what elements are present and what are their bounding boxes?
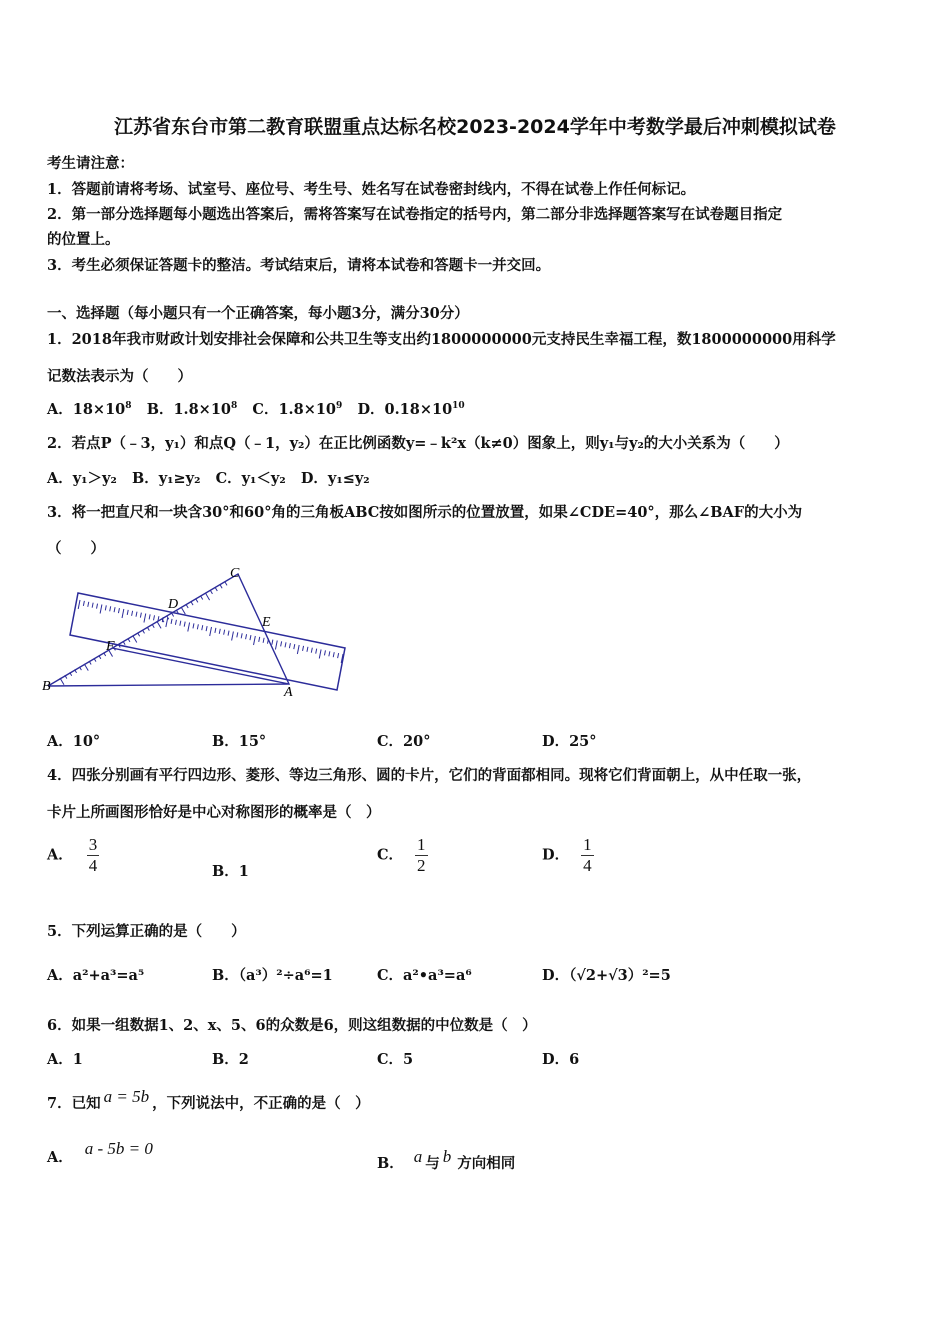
- ruler-tick: [184, 622, 185, 627]
- triangle-tick: [181, 607, 185, 614]
- triangle-tick: [210, 590, 212, 593]
- q3-option-b[interactable]: B．15°: [212, 733, 267, 750]
- ruler-tick: [180, 621, 181, 626]
- q5-option-d[interactable]: D．（√2+√3）²=5: [542, 967, 671, 984]
- q7-stem: 7．已知 a = 5b ，下列说法中，不正确的是（ ）: [47, 1087, 370, 1112]
- ruler-tick: [281, 641, 282, 646]
- q4-stem-line2: 卡片上所画图形恰好是中心对称图形的概率是（ ）: [47, 804, 381, 821]
- ruler-tick: [114, 607, 115, 612]
- fraction-1-2: $\frac{1}{2}$: [417, 835, 426, 875]
- ruler-tick: [92, 603, 93, 608]
- q4-option-c[interactable]: C． $\frac{1}{2}$: [377, 835, 426, 875]
- ruler-tick: [149, 614, 150, 619]
- ruler-tick: [175, 620, 176, 625]
- ruler-tick: [294, 644, 295, 649]
- segment-fa: [112, 648, 289, 684]
- triangle-tick: [133, 636, 137, 643]
- section-heading: 一、选择题（每小题只有一个正确答案，每小题3分，满分30分）: [47, 305, 469, 322]
- ruler-tick: [303, 646, 304, 651]
- q1-option-b[interactable]: B．$1.8\times 10^8$: [146, 401, 238, 418]
- q6-option-d[interactable]: D．6: [542, 1051, 580, 1068]
- q6-option-a[interactable]: A．1: [47, 1051, 83, 1068]
- q2-option-a[interactable]: A．y₁＞y₂: [47, 470, 117, 487]
- q1-options: [47, 398, 465, 419]
- triangle-tick: [206, 593, 210, 600]
- label-b: B: [42, 679, 51, 694]
- notice-item-2: 2．第一部分选择题每小题选出答案后，需将答案写在试卷指定的括号内，第二部分非选择题答案写在试卷题目指定: [47, 206, 783, 223]
- notice-heading: 考生请注意：: [47, 155, 134, 172]
- q6-option-c[interactable]: C．5: [377, 1051, 414, 1068]
- q2-option-d[interactable]: D．y₁≤y₂: [300, 470, 370, 487]
- ruler-tick: [83, 601, 84, 606]
- q7-math-a-minus-5b: a - 5b = 0: [84, 1139, 153, 1158]
- ruler-tick: [118, 608, 119, 613]
- ruler-tick: [202, 625, 203, 630]
- ruler-tick: [197, 624, 198, 629]
- notice-item-3: 3．考生必须保证答题卡的整洁。考试结束后，请将本试卷和答题卡一并交回。: [47, 257, 551, 274]
- ruler-tick: [275, 641, 277, 650]
- ruler-tick: [206, 626, 207, 631]
- ruler-tick: [316, 649, 317, 654]
- triangle-tick: [201, 596, 203, 599]
- ruler-tick: [132, 611, 133, 616]
- ruler-tick: [100, 605, 102, 614]
- q3-stem-line2: （ ）: [47, 540, 105, 557]
- q1-option-a[interactable]: A．$18\times 10^8$: [47, 401, 132, 418]
- q1-stem-line2: 记数法表示为（ ）: [47, 368, 192, 385]
- q6-stem: 6．如果一组数据1、2、x、5、6的众数是6，则这组数据的中位数是（ ）: [47, 1017, 537, 1034]
- ruler-tick: [272, 640, 273, 645]
- ruler-tick: [285, 642, 286, 647]
- q7-math-a-eq-5b: a = 5b: [103, 1087, 150, 1106]
- q6-option-b[interactable]: B．2: [212, 1051, 249, 1068]
- ruler-tick: [193, 623, 194, 628]
- ruler-tick: [110, 606, 111, 611]
- ruler-tick: [324, 650, 325, 655]
- triangle-tick: [157, 622, 161, 629]
- notice-item-1: 1．答题前请将考场、试室号、座位号、考生号、姓名写在试卷密封线内，不得在试卷上作任何标记。: [47, 181, 696, 198]
- ruler-tick: [224, 630, 225, 635]
- label-e: E: [262, 615, 271, 630]
- q1-stem-line1: 1．2018年我市财政计划安排社会保障和公共卫生等支出约1800000000元支持民生幸福工程，数1800000000用科学: [47, 331, 836, 348]
- fraction-3-4: $\frac{3}{4}$: [88, 835, 98, 875]
- ruler-tick: [254, 636, 256, 645]
- ruler-tick: [188, 623, 190, 632]
- q3-figure: [40, 562, 360, 702]
- ruler-tick: [241, 633, 242, 638]
- triangle-abc: [48, 574, 289, 686]
- q1-option-c[interactable]: C．$1.8\times 10^9$: [252, 401, 343, 418]
- ruler-tick: [338, 653, 339, 658]
- q3-option-c[interactable]: C．20°: [377, 733, 431, 750]
- ruler-tick: [171, 619, 172, 624]
- label-f: F: [106, 639, 115, 654]
- ruler-tick: [97, 604, 98, 609]
- q5-option-c[interactable]: C．a²•a³=a⁶: [377, 967, 472, 984]
- q2-option-b[interactable]: B．y₁≥y₂: [131, 470, 201, 487]
- q3-stem-line1: 3．将一把直尺和一块含30°和60°角的三角板ABC按如图所示的位置放置，如果∠CDE=40°，那么∠BAF的大小为: [47, 504, 803, 521]
- ruler-tick: [259, 637, 260, 642]
- ruler-tick: [219, 629, 220, 634]
- ruler-tick: [289, 643, 290, 648]
- q7-option-a[interactable]: A． a - 5b = 0: [47, 1139, 153, 1166]
- ruler-tick: [246, 634, 247, 639]
- q4-option-b[interactable]: B．1: [212, 863, 249, 880]
- fraction-1-4: $\frac{1}{4}$: [583, 835, 592, 875]
- ruler-tick: [250, 635, 251, 640]
- ruler-tick: [215, 628, 216, 633]
- q2-stem: 2．若点P（﹣3，y₁）和点Q（﹣1，y₂）在正比例函数y=﹣k²x（k≠0）图象上，则y₁与y₂的大小关系为（ ）: [47, 435, 789, 452]
- notice-item-2-cont: 的位置上。: [47, 231, 120, 248]
- triangle-tick: [225, 582, 227, 585]
- triangle-tick: [220, 585, 222, 588]
- ruler-tick: [88, 602, 89, 607]
- ruler-tick: [333, 652, 334, 657]
- ruler-tick: [232, 632, 234, 641]
- label-c: C: [230, 566, 240, 581]
- q4-stem-line1: 4．四张分别画有平行四边形、菱形、等边三角形、圆的卡片，它们的背面都相同。现将它们背面朝上，从中任取一张，: [47, 767, 812, 784]
- q3-option-d[interactable]: D．25°: [542, 733, 597, 750]
- q5-stem: 5．下列运算正确的是（ ）: [47, 923, 246, 940]
- label-d: D: [168, 597, 179, 612]
- q7-option-b[interactable]: B． a 与 b 方向相同: [377, 1147, 516, 1172]
- ruler-tick: [297, 645, 299, 654]
- ruler-tick: [127, 610, 128, 615]
- ruler-tick: [329, 651, 330, 656]
- ruler-tick: [144, 614, 146, 623]
- ruler-tick: [140, 613, 141, 618]
- ruler-tick: [307, 647, 308, 652]
- q3-option-a[interactable]: A．10°: [47, 733, 101, 750]
- q4-option-d[interactable]: D． $\frac{1}{4}$: [542, 835, 592, 875]
- ruler-tick: [78, 600, 80, 609]
- q5-option-a[interactable]: A．a²+a³=a⁵: [47, 967, 145, 984]
- label-a: A: [284, 685, 293, 700]
- ruler-tick: [136, 612, 137, 617]
- q5-option-b[interactable]: B．（a³）²÷a⁶=1: [212, 967, 333, 984]
- q1-option-d[interactable]: D．$0.18\times 10^{10}$: [357, 401, 465, 418]
- ruler-tick: [210, 627, 212, 636]
- ruler-tick: [166, 618, 168, 627]
- ruler-tick: [122, 609, 124, 618]
- q2-option-c[interactable]: C．y₁＜y₂: [215, 470, 286, 487]
- ruler-tick: [237, 632, 238, 637]
- ruler-tick: [311, 648, 312, 653]
- page-title: 江苏省东台市第二教育联盟重点达标名校2023-2024学年中考数学最后冲刺模拟试卷: [114, 116, 836, 138]
- q4-option-a[interactable]: A． $\frac{3}{4}$: [47, 835, 98, 875]
- triangle-tick: [215, 588, 217, 591]
- ruler-tick: [105, 605, 106, 610]
- ruler-tick: [263, 638, 264, 643]
- q2-options: [47, 467, 370, 488]
- ruler-tick: [154, 615, 155, 620]
- ruler-tick: [228, 631, 229, 636]
- ruler-tick: [319, 650, 321, 659]
